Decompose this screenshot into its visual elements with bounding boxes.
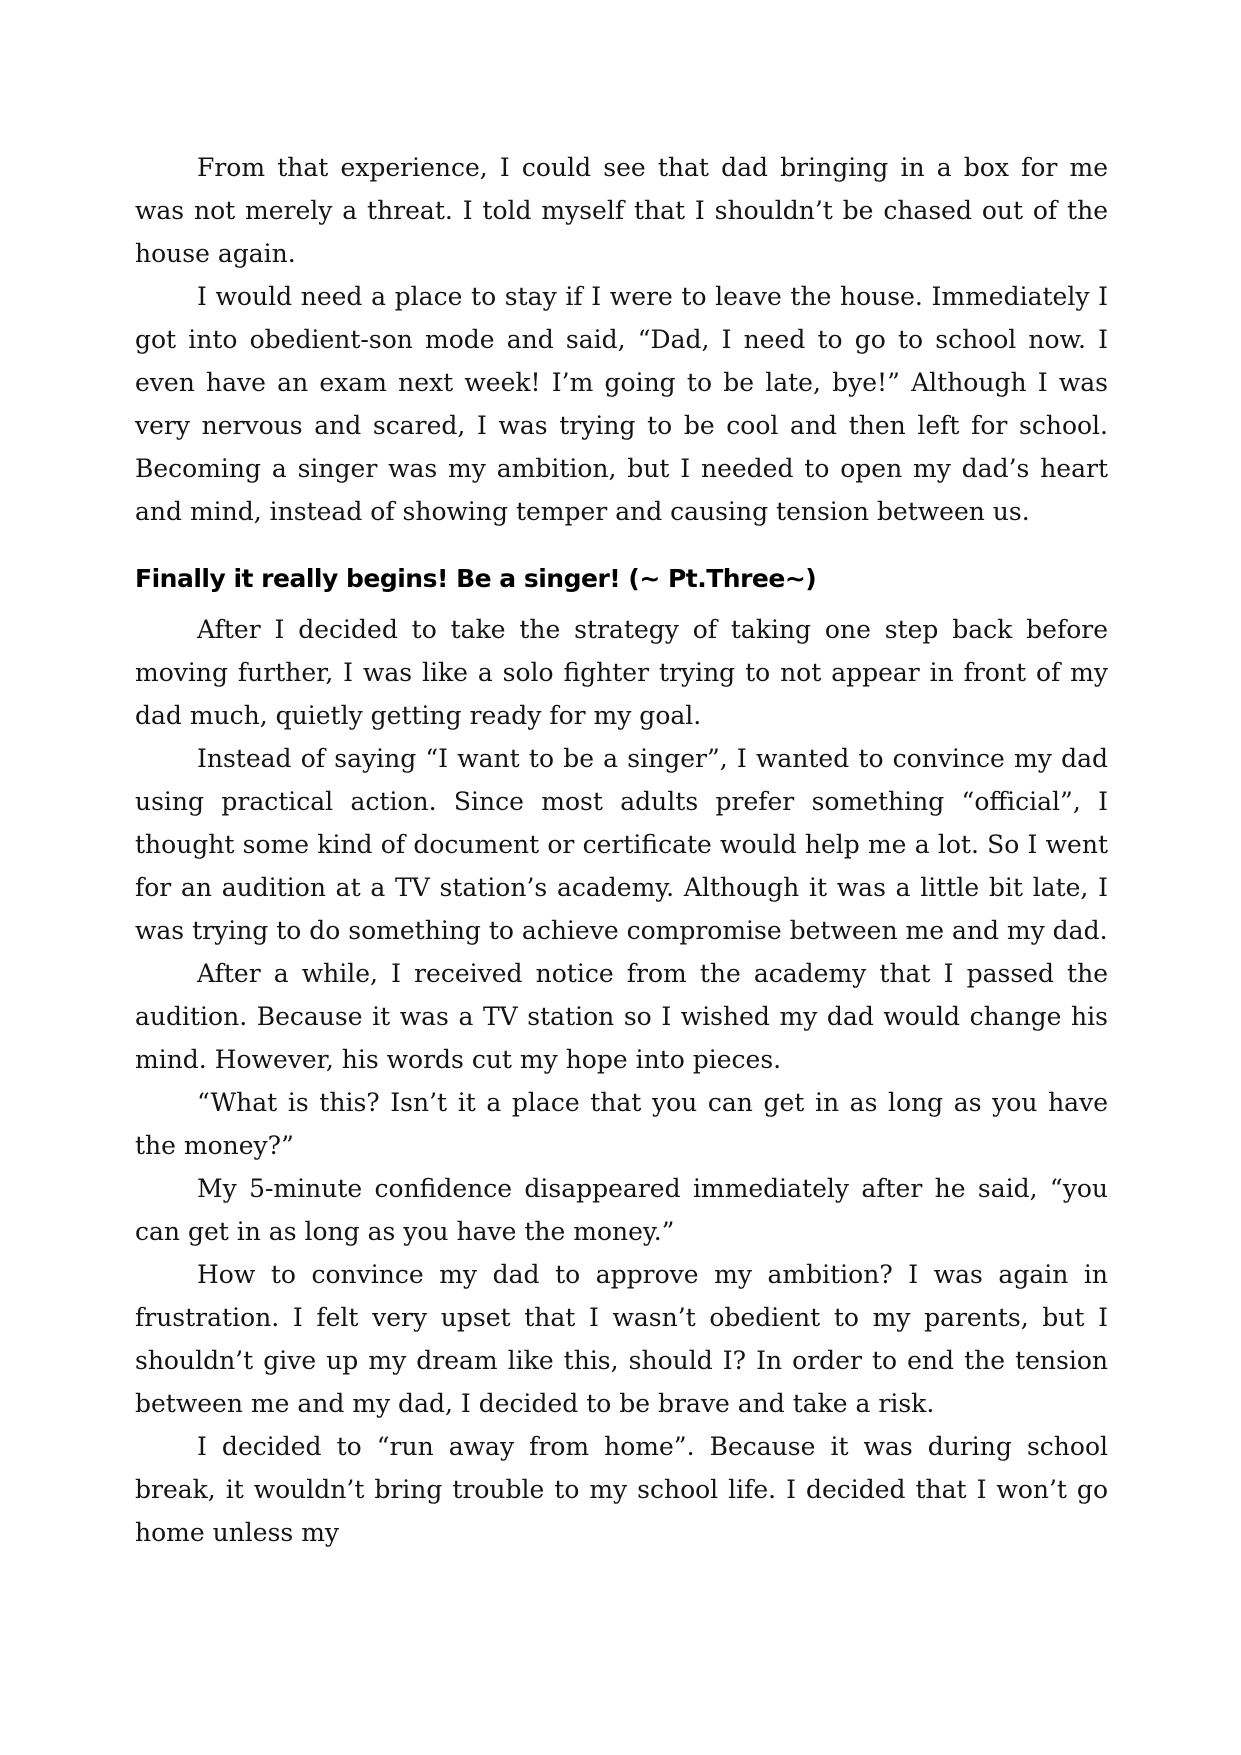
- page-content: [135, 146, 1108, 1554]
- body-paragraph: Instead of saying “I want to be a singer”, I wanted to convince my dad using practical action. Since most adults prefer something “official”, I thought some kind of document or certificate would help me a lot. So I went for an audition at a TV station’s academy. Although it was a little bit late, I was trying to do something to achieve compromise between me and my dad.: [135, 744, 1108, 945]
- body-paragraph: After I decided to take the strategy of taking one step back before moving further, I was like a solo fighter trying to not appear in front of my dad much, quietly getting ready for my goal.: [135, 615, 1108, 730]
- section-heading: Finally it really begins! Be a singer! (~ Pt.Three~): [135, 564, 817, 593]
- body-paragraph: I would need a place to stay if I were to leave the house. Immediately I got into obedient-son mode and said, “Dad, I need to go to school now. I even have an exam next week! I’m going to be late, bye!” Although I was very nervous and scared, I was trying to be cool and then left for school. Becoming a singer was my ambition, but I needed to open my dad’s heart and mind, instead of showing temper and causing tension between us.: [135, 282, 1108, 526]
- body-paragraph: I decided to “run away from home”. Because it was during school break, it wouldn’t bring trouble to my school life. I decided that I won’t go home unless my: [135, 1432, 1108, 1547]
- body-paragraph: My 5-minute confidence disappeared immediately after he said, “you can get in as long as you have the money.”: [135, 1174, 1108, 1246]
- body-paragraph: “What is this? Isn’t it a place that you can get in as long as you have the money?”: [135, 1088, 1108, 1160]
- body-paragraph: From that experience, I could see that dad bringing in a box for me was not merely a threat. I told myself that I shouldn’t be chased out of the house again.: [135, 153, 1108, 268]
- body-paragraph: After a while, I received notice from the academy that I passed the audition. Because it was a TV station so I wished my dad would change his mind. However, his words cut my hope into pieces.: [135, 959, 1108, 1074]
- body-paragraph: How to convince my dad to approve my ambition? I was again in frustration. I felt very upset that I wasn’t obedient to my parents, but I shouldn’t give up my dream like this, should I? In order to end the tension between me and my dad, I decided to be brave and take a risk.: [135, 1260, 1108, 1418]
